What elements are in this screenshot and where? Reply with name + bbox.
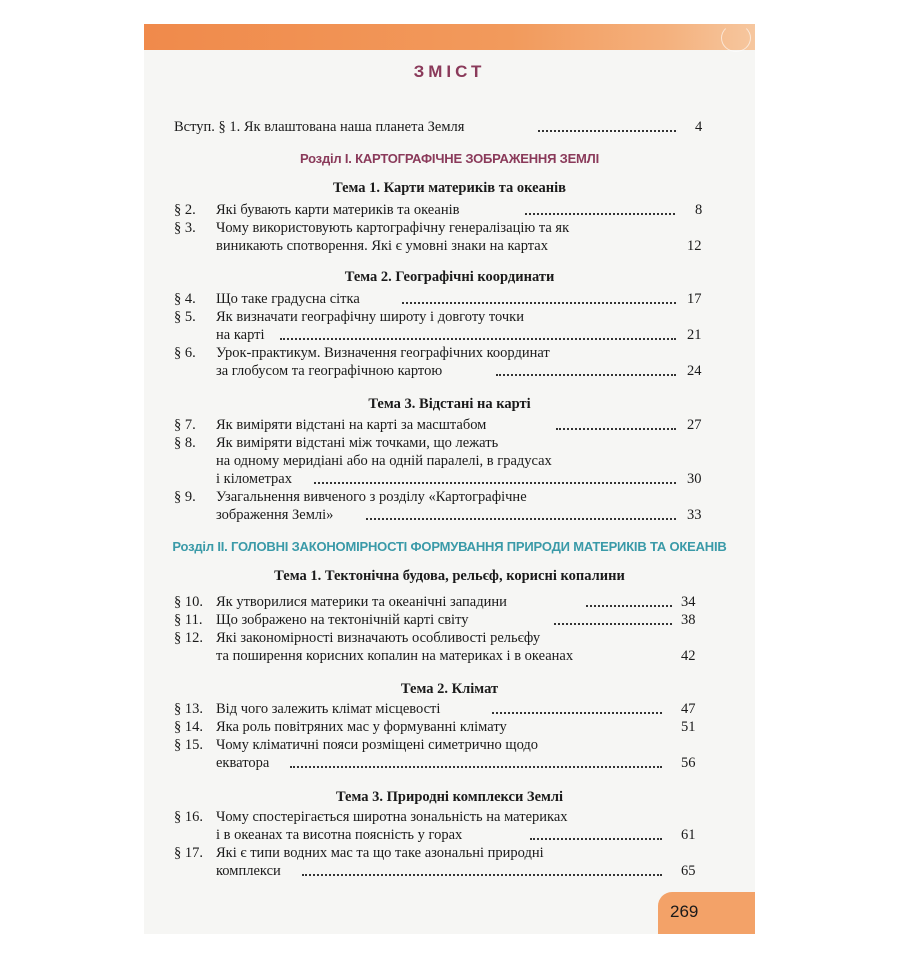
paragraph-number: § 11. bbox=[174, 612, 203, 628]
paragraph-page: 47 bbox=[681, 701, 696, 717]
paragraph-number: § 6. bbox=[174, 345, 196, 361]
section-1-heading: Розділ I. КАРТОГРАФІЧНЕ ЗОБРАЖЕННЯ ЗЕМЛІ bbox=[299, 151, 600, 166]
dot-leader bbox=[554, 623, 672, 625]
toc-title: ЗМІСТ bbox=[413, 62, 486, 81]
paragraph-number: § 16. bbox=[174, 809, 203, 825]
globe-icon bbox=[721, 24, 751, 52]
paragraph-number: § 15. bbox=[174, 737, 203, 753]
dot-leader bbox=[302, 874, 662, 876]
paragraph-title: Як виміряти відстані між точками, що лежать bbox=[216, 435, 499, 451]
paragraph-title: Чому кліматичні пояси розміщені симетрично щодо bbox=[216, 737, 539, 753]
paragraph-page: 17 bbox=[687, 291, 702, 307]
paragraph-title: Чому спостерігається широтна зональність на материках bbox=[216, 809, 568, 825]
paragraph-page: 12 bbox=[687, 238, 702, 254]
paragraph-title: і в океанах та висотна поясність у горах bbox=[216, 827, 463, 843]
paragraph-number: § 17. bbox=[174, 845, 203, 861]
dot-leader bbox=[580, 730, 662, 732]
paragraph-title: і кілометрах bbox=[216, 471, 292, 487]
paragraph-number: § 10. bbox=[174, 594, 203, 610]
topic-heading: Тема 1. Тектонічна будова, рельєф, корисні копалини bbox=[274, 568, 625, 584]
intro-text: Вступ. § 1. Як влаштована наша планета Земля bbox=[174, 119, 465, 135]
paragraph-title: Які є типи водних мас та що таке азональні природні bbox=[216, 845, 544, 861]
paragraph-page: 8 bbox=[695, 202, 703, 218]
paragraph-page: 27 bbox=[687, 417, 702, 433]
paragraph-page: 65 bbox=[681, 863, 696, 879]
paragraph-title: комплекси bbox=[216, 863, 281, 879]
paragraph-number: § 2. bbox=[174, 202, 196, 218]
paragraph-title: Як виміряти відстані на карті за масштабом bbox=[216, 417, 487, 433]
paragraph-title: Урок-практикум. Визначення географічних координат bbox=[216, 345, 550, 361]
dot-leader bbox=[538, 130, 676, 132]
paragraph-page: 56 bbox=[681, 755, 696, 771]
paragraph-title: Які закономірності визначають особливості рельєфу bbox=[216, 630, 541, 646]
dot-leader bbox=[402, 302, 676, 304]
intro-page: 4 bbox=[695, 119, 703, 135]
paragraph-number: § 13. bbox=[174, 701, 203, 717]
header-band bbox=[144, 24, 755, 50]
paragraph-title: екватора bbox=[216, 755, 270, 771]
paragraph-page: 42 bbox=[681, 648, 696, 664]
topic-heading: Тема 3. Відстані на карті bbox=[368, 396, 531, 412]
paragraph-title: Як визначати географічну широту і довготу точки bbox=[216, 309, 524, 325]
paragraph-number: § 5. bbox=[174, 309, 196, 325]
paragraph-number: § 14. bbox=[174, 719, 203, 735]
paragraph-title: та поширення корисних копалин на материках і в океанах bbox=[216, 648, 574, 664]
paragraph-title: Що зображено на тектонічній карті світу bbox=[216, 612, 469, 628]
paragraph-number: § 12. bbox=[174, 630, 203, 646]
paragraph-number: § 4. bbox=[174, 291, 196, 307]
paragraph-page: 24 bbox=[687, 363, 702, 379]
paragraph-title: Узагальнення вивченого з розділу «Картографічне bbox=[216, 489, 527, 505]
dot-leader bbox=[530, 838, 662, 840]
paragraph-title: за глобусом та географічною картою bbox=[216, 363, 443, 379]
topic-heading: Тема 2. Географічні координати bbox=[344, 269, 555, 285]
dot-leader bbox=[280, 338, 676, 340]
dot-leader bbox=[314, 482, 676, 484]
paragraph-page: 61 bbox=[681, 827, 696, 843]
dot-leader bbox=[290, 766, 662, 768]
topic-heading: Тема 2. Клімат bbox=[400, 681, 499, 697]
paragraph-title: зображення Землі» bbox=[216, 507, 334, 523]
paragraph-title: на карті bbox=[216, 327, 265, 343]
paragraph-page: 21 bbox=[687, 327, 702, 343]
dot-leader bbox=[492, 712, 662, 714]
dot-leader bbox=[525, 213, 675, 215]
page-number: 269 bbox=[670, 902, 699, 921]
paragraph-page: 38 bbox=[681, 612, 696, 628]
section-2-heading: Розділ II. ГОЛОВНІ ЗАКОНОМІРНОСТІ ФОРМУВАННЯ ПРИРОДИ МАТЕРИКІВ ТА ОКЕАНІВ bbox=[172, 539, 727, 554]
dot-leader bbox=[586, 605, 672, 607]
paragraph-number: § 3. bbox=[174, 220, 196, 236]
paragraph-number: § 7. bbox=[174, 417, 196, 433]
paragraph-title: Як утворилися материки та океанічні западини bbox=[216, 594, 507, 610]
paragraph-title: Чому використовують картографічну генералізацію та як bbox=[216, 220, 570, 236]
paragraph-page: 33 bbox=[687, 507, 702, 523]
paragraph-title: виникають спотворення. Які є умовні знаки на картах bbox=[216, 238, 548, 254]
paragraph-number: § 8. bbox=[174, 435, 196, 451]
paragraph-title: Яка роль повітряних мас у формуванні клімату bbox=[216, 719, 507, 735]
paragraph-page: 51 bbox=[681, 719, 696, 735]
dot-leader bbox=[556, 428, 676, 430]
book-page bbox=[144, 24, 755, 934]
paragraph-title: на одному меридіані або на одній паралелі, в градусах bbox=[216, 453, 552, 469]
paragraph-number: § 9. bbox=[174, 489, 196, 505]
topic-heading: Тема 1. Карти материків та океанів bbox=[332, 180, 567, 196]
topic-heading: Тема 3. Природні комплекси Землі bbox=[335, 789, 564, 805]
paragraph-page: 30 bbox=[687, 471, 702, 487]
paragraph-title: Що таке градусна сітка bbox=[216, 291, 360, 307]
paragraph-title: Від чого залежить клімат місцевості bbox=[216, 701, 441, 717]
paragraph-page: 34 bbox=[681, 594, 696, 610]
paragraph-title: Які бувають карти материків та океанів bbox=[216, 202, 460, 218]
dot-leader bbox=[366, 518, 676, 520]
dot-leader bbox=[496, 374, 676, 376]
